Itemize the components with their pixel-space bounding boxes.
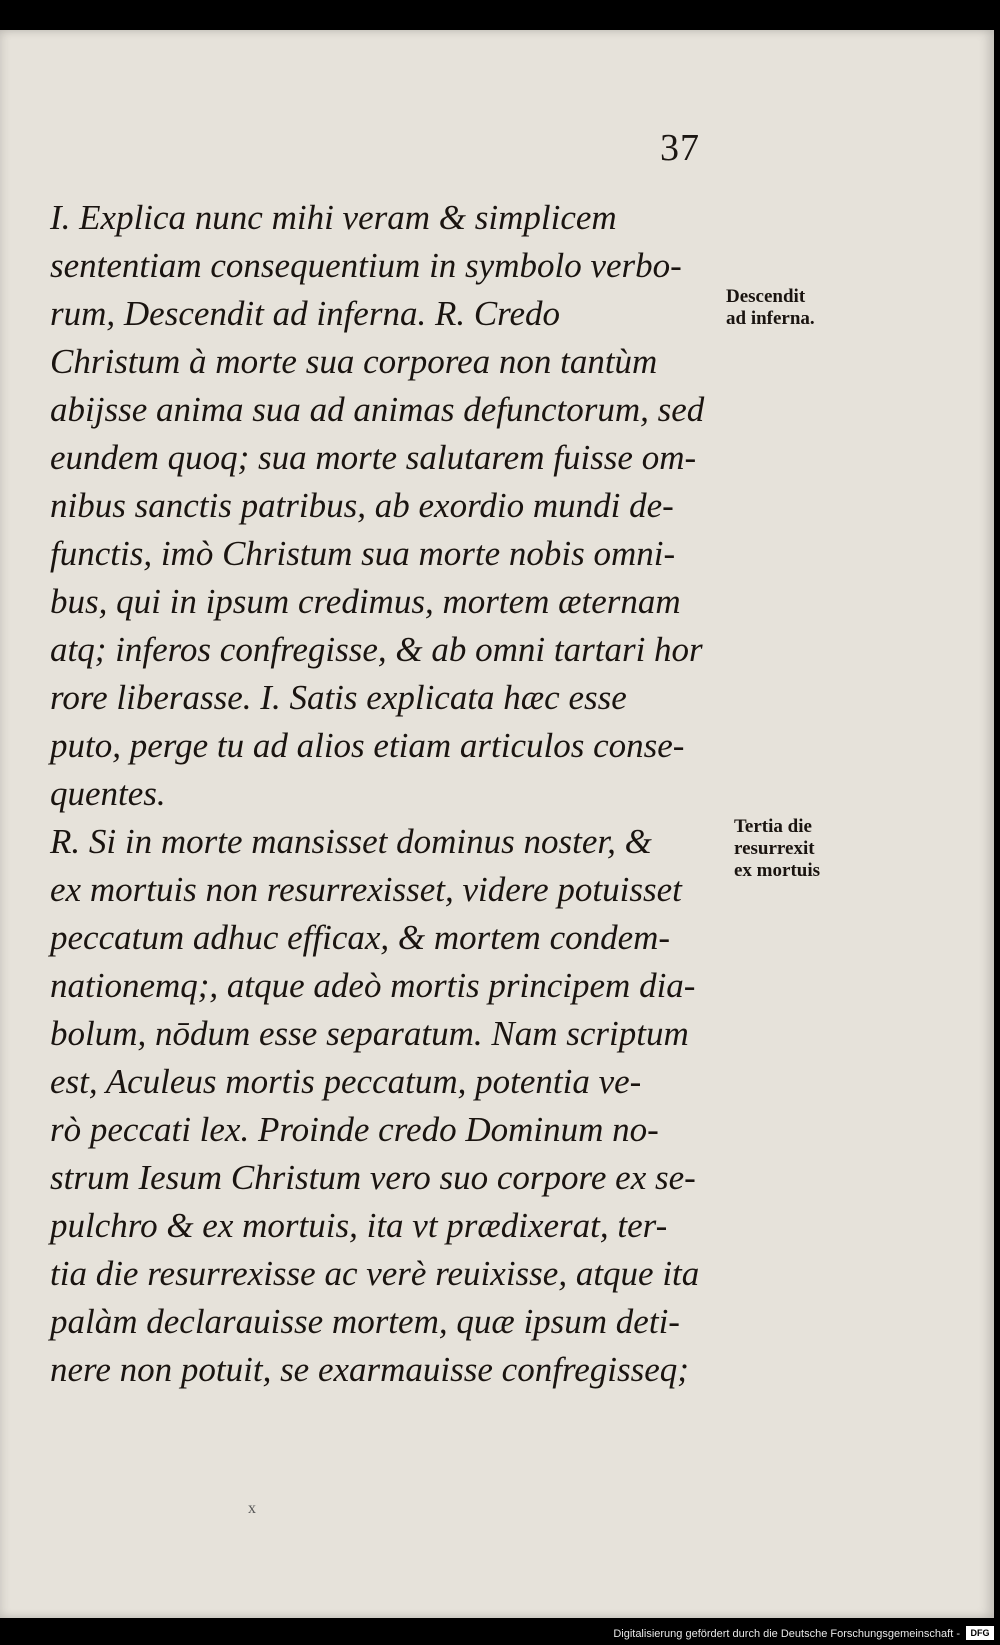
funding-credit: Digitalisierung gefördert durch die Deutsche Forschungsgemeinschaft - — [613, 1628, 960, 1640]
text-line-content: nere non potuit, se exarmauisse confregisseq; — [50, 1350, 689, 1389]
stray-mark: x — [248, 1500, 256, 1517]
text-line — [50, 1346, 720, 1394]
marginal-note-resurrexit — [734, 816, 820, 882]
marginal-note-line: resurrexit — [734, 838, 815, 859]
text-line-content: bolum, nōdum esse separatum. Nam scriptum — [50, 1014, 689, 1053]
text-line — [50, 1250, 720, 1298]
text-line-content: Christum à morte sua corporea non tantùm — [50, 342, 658, 381]
text-line-content: pulchro & ex mortuis, ita vt prædixerat, ter- — [50, 1206, 668, 1245]
text-line-content: sententiam consequentium in symbolo verbo- — [50, 246, 682, 285]
marginal-note-line: ex mortuis — [734, 860, 821, 881]
text-line — [50, 386, 720, 434]
text-line-content: eundem quoq; sua morte salutarem fuisse om- — [50, 438, 697, 477]
text-line — [50, 530, 720, 578]
text-line — [50, 674, 720, 722]
text-line — [50, 578, 720, 626]
text-line — [50, 290, 720, 338]
text-line-content: est, Aculeus mortis peccatum, potentia ve- — [50, 1062, 642, 1101]
text-line-content: nibus sanctis patribus, ab exordio mundi de- — [50, 486, 674, 525]
text-line-content: rore liberasse. I. Satis explicata hæc esse — [50, 678, 627, 717]
text-line-content: I. Explica nunc mihi veram & simplicem — [50, 198, 617, 237]
text-line-content: abijsse anima sua ad animas defunctorum, sed — [50, 390, 705, 429]
text-line — [50, 866, 720, 914]
text-line — [50, 338, 720, 386]
text-line — [50, 1010, 720, 1058]
text-line — [50, 1058, 720, 1106]
text-line-content: bus, qui in ipsum credimus, mortem æternam — [50, 582, 681, 621]
text-line-content: rò peccati lex. Proinde credo Dominum no- — [50, 1110, 659, 1149]
text-line — [50, 1298, 720, 1346]
text-line-content: palàm declarauisse mortem, quæ ipsum deti- — [50, 1302, 680, 1341]
marginal-note-line: Descendit — [726, 286, 806, 307]
text-line-content: peccatum adhuc efficax, & mortem condem- — [50, 918, 671, 957]
page-number: 37 — [660, 127, 700, 169]
text-line-content: ex mortuis non resurrexisset, videre potuisset — [50, 870, 682, 909]
text-line-content: R. Si in morte mansisset dominus noster, & — [50, 822, 652, 861]
text-line — [50, 482, 720, 530]
text-line — [50, 434, 720, 482]
text-line — [50, 242, 720, 290]
text-line-content: tia die resurrexisse ac verè reuixisse, atque ita — [50, 1254, 700, 1293]
text-line — [50, 194, 720, 242]
text-line — [50, 818, 720, 866]
text-line-content: strum Iesum Christum vero suo corpore ex se- — [50, 1158, 696, 1197]
text-line — [50, 1202, 720, 1250]
text-line — [50, 626, 720, 674]
text-line-content: atq; inferos confregisse, & ab omni tartari hor — [50, 630, 703, 669]
body-text — [50, 194, 720, 1394]
text-line — [50, 914, 720, 962]
text-line-content: nationemq;, atque adeò mortis principem dia- — [50, 966, 696, 1005]
marginal-note-descendit — [726, 286, 815, 330]
marginal-note-line: Tertia die — [734, 816, 812, 837]
dfg-logo: DFG — [966, 1626, 994, 1640]
text-line — [50, 962, 720, 1010]
footer-bar — [0, 1619, 1000, 1645]
marginal-note-line: ad inferna. — [726, 308, 815, 329]
text-line-content: functis, imò Christum sua morte nobis omni- — [50, 534, 676, 573]
text-line — [50, 722, 720, 770]
text-line-content: quentes. — [50, 774, 166, 813]
text-line — [50, 770, 720, 818]
text-line-content: puto, perge tu ad alios etiam articulos conse- — [50, 726, 685, 765]
book-page — [0, 30, 994, 1618]
text-line — [50, 1154, 720, 1202]
text-line — [50, 1106, 720, 1154]
text-line-content: rum, Descendit ad inferna. R. Credo — [50, 294, 561, 333]
